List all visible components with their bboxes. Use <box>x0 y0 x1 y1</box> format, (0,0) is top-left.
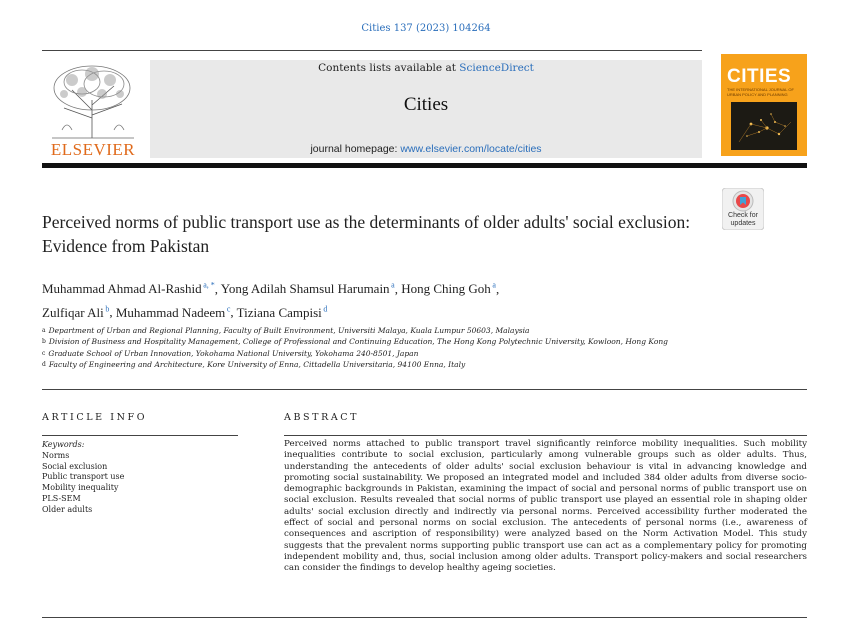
divider <box>42 435 238 436</box>
affiliation-marker[interactable]: a, * <box>201 281 215 290</box>
divider <box>42 50 702 51</box>
keyword: Norms <box>42 450 70 460</box>
affiliation <box>42 336 762 347</box>
crossmark-label: Check for updates <box>728 212 758 227</box>
author[interactable] <box>116 305 231 320</box>
author-name: Muhammad Ahmad Al-Rashid <box>42 281 202 297</box>
divider <box>42 617 807 618</box>
affiliation-text: Department of Urban and Regional Planning, Faculty of Built Environment, Universiti Malaya, Kuala Lumpur 50603, Malaysia <box>48 326 530 335</box>
keyword: Mobility inequality <box>42 483 119 493</box>
keyword: PLS-SEM <box>42 493 81 503</box>
journal-homepage: journal homepage: www.elsevier.com/locate/cities <box>310 143 542 155</box>
affiliation-list <box>42 325 762 370</box>
article-info-heading: ARTICLE INFO <box>42 412 148 423</box>
cover-subtitle: THE INTERNATIONAL JOURNAL OF URBAN POLICY AND PLANNING <box>727 87 794 97</box>
journal-cover-image <box>721 54 807 156</box>
homepage-link[interactable]: www.elsevier.com/locate/cities <box>400 143 542 155</box>
affiliation-marker[interactable]: d <box>321 304 328 314</box>
author-list <box>42 276 742 323</box>
affiliation-letter: c <box>42 349 46 357</box>
affiliation-text: Division of Business and Hospitality Management, College of Professional and Continuing Education, The Hong Kong Polytechnic University, Kowloon, Hong Kong <box>48 337 668 347</box>
journal-title: Cities <box>403 94 449 115</box>
keyword: Public transport use <box>42 472 125 482</box>
author-separator: , <box>230 304 237 320</box>
author-separator: , <box>214 281 221 297</box>
divider <box>284 435 807 436</box>
affiliation <box>42 325 762 336</box>
cover-title: CITIES <box>727 66 792 87</box>
affiliation <box>42 348 762 359</box>
keyword: Older adults <box>42 504 93 514</box>
author[interactable] <box>237 305 328 320</box>
divider <box>42 389 807 390</box>
author-name: Zulfiqar Ali <box>42 304 104 320</box>
keyword: Social exclusion <box>42 461 108 471</box>
keywords-section <box>42 440 238 516</box>
sciencedirect-link[interactable]: ScienceDirect <box>459 62 534 74</box>
affiliation-text: Faculty of Engineering and Architecture, Kore University of Enna, Cittadella Universitaria, 94100 Enna, Italy <box>48 359 466 369</box>
cover-map-art <box>731 102 797 150</box>
contents-availability: Contents lists available at ScienceDirect <box>318 62 534 74</box>
author[interactable] <box>401 281 496 296</box>
affiliation <box>42 359 762 370</box>
affiliation-marker[interactable]: c <box>225 304 231 314</box>
header-divider <box>42 163 807 168</box>
affiliation-marker[interactable]: a <box>389 281 395 290</box>
author-name: Tiziana Campisi <box>236 304 322 320</box>
journal-reference[interactable]: Cities 137 (2023) 104264 <box>361 23 491 34</box>
affiliation-letter: d <box>42 360 46 368</box>
publisher-name: ELSEVIER <box>50 140 136 159</box>
author-separator: , <box>109 304 116 320</box>
author-separator: , <box>495 281 500 297</box>
author-name: Hong Ching Goh <box>401 281 491 297</box>
author[interactable] <box>42 305 109 320</box>
author[interactable] <box>221 281 395 296</box>
affiliation-letter: b <box>42 338 46 346</box>
affiliation-marker[interactable]: b <box>103 304 110 314</box>
author[interactable] <box>42 281 215 296</box>
affiliation-marker[interactable]: a <box>490 281 496 290</box>
abstract-heading: ABSTRACT <box>284 412 360 423</box>
keywords-heading: Keywords: <box>42 440 85 449</box>
keywords-list <box>42 451 238 516</box>
abstract-text: Perceived norms attached to public transport travel significantly reinforce mobility inequalities. Such mobility inequalities contribute to social exclusion, particularly among vulnerable groups such as older adults. Thus, understanding the antecedents of older adults' social exclusion behaviour is vital in advancing knowledge and promoting social sustainability. We proposed an integrated model and included 384 older adults from diverse socio-demographic backgrounds in Pakistan, examining the impact of social and personal norms of public transport use on social exclusion. Results revealed that social norms of public transport use played an essential role in shaping older adults' social exclusion directly and indirectly via personal norms. Perceived accessibility further moderated the effect of social and personal norms on social exclusion. The antecedents of personal norms (i.e., awareness of consequences and ascription of responsibility) were analyzed based on the Norm Activation Model. This study suggests that the prevalent norms supporting public transport use can act as a complementary policy for promoting independent mobility and, thus, social inclusion among older adults. Transport policy-makers and social researchers can consider the findings to develop healthy ageing societies. <box>284 439 807 574</box>
author-name: Muhammad Nadeem <box>115 304 226 320</box>
author-separator: , <box>394 281 402 297</box>
affiliation-text: Graduate School of Urban Innovation, Yokohama National University, Yokohama 240-8501, Japan <box>48 348 419 358</box>
affiliation-letter: a <box>42 327 46 334</box>
author-name: Yong Adilah Shamsul Harumain <box>220 281 390 297</box>
paper-title: Perceived norms of public transport use as the determinants of older adults' social exclusion: Evidence from Pakistan <box>42 212 691 256</box>
